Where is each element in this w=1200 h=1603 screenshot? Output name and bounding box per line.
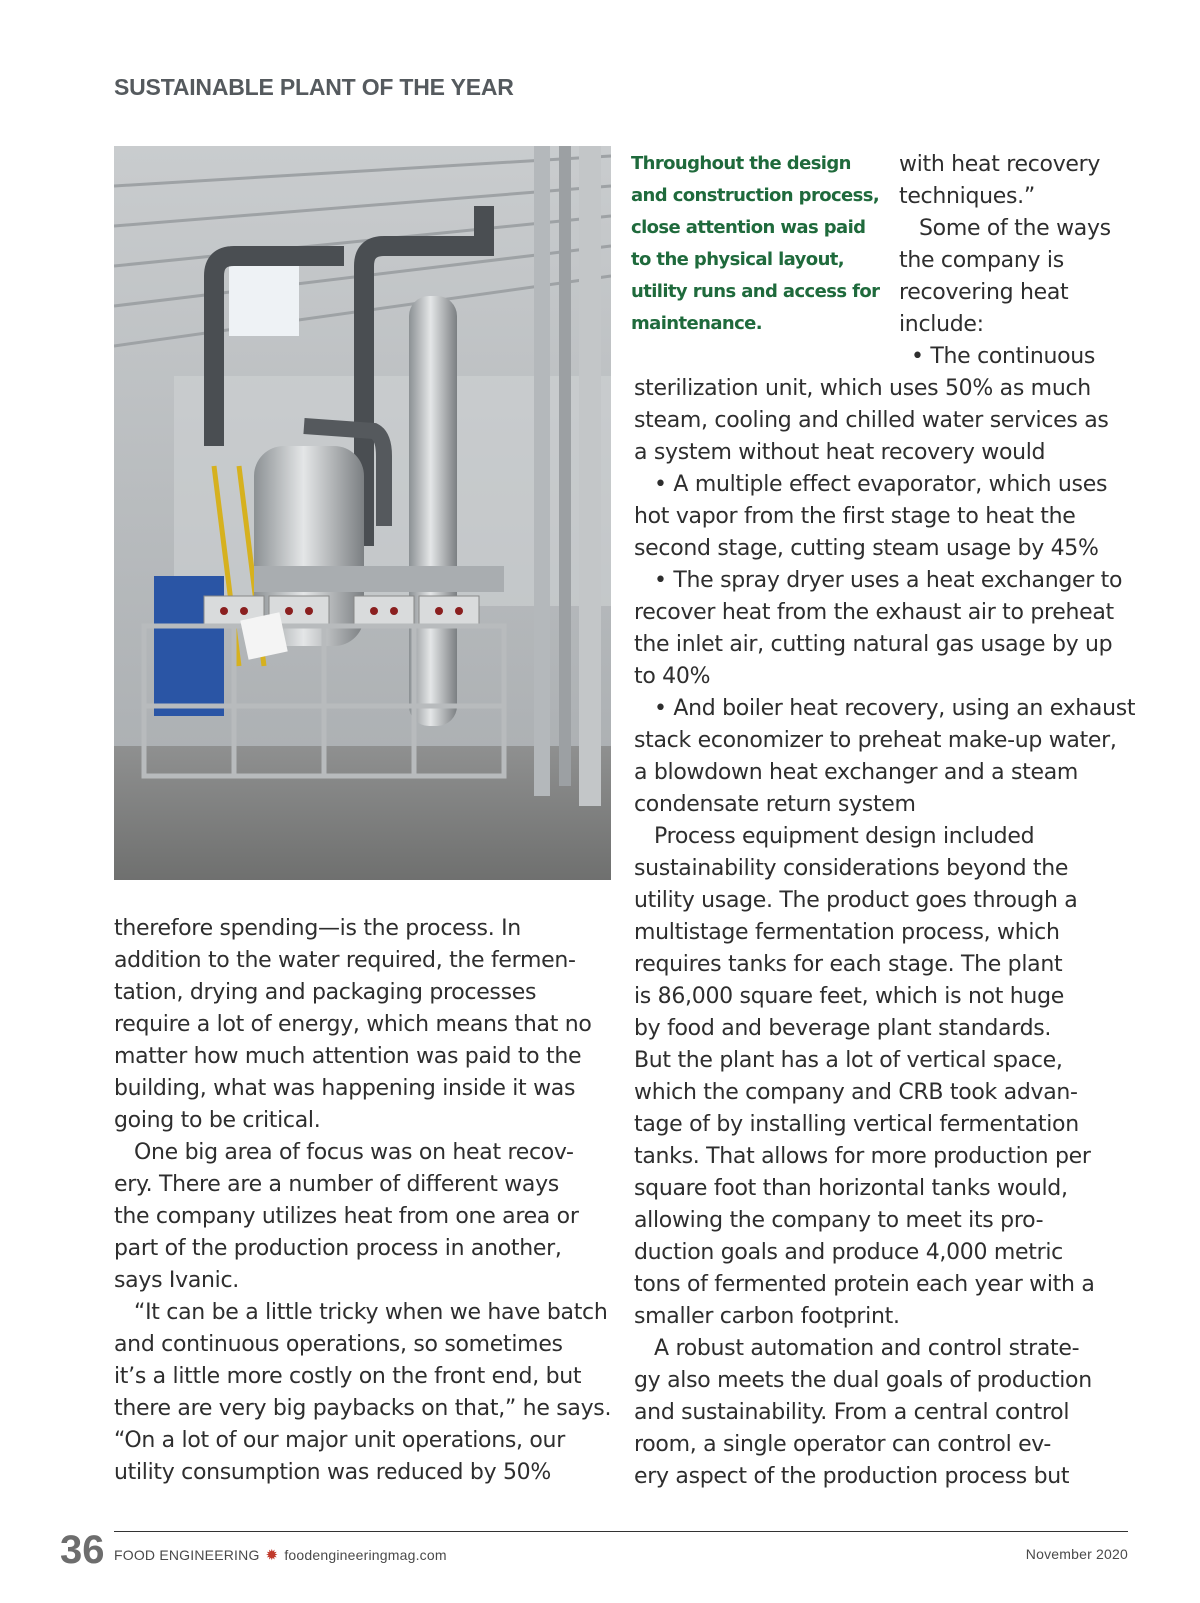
plant-equipment-photo [114,146,611,880]
text-line: room, a single operator can control ev- [634,1432,1052,1457]
text-line: condensate return system [634,792,916,817]
text-line: second stage, cutting steam usage by 45% [634,536,1099,561]
text-line: require a lot of energy, which means that no [114,1012,592,1037]
text-line: tanks. That allows for more production per [634,1144,1091,1169]
pull-quote-line: and construction process, [631,185,880,206]
text-line: sustainability considerations beyond the [634,856,1069,881]
pull-quote [631,148,880,340]
text-line: duction goals and produce 4,000 metric [634,1240,1063,1265]
text-line: going to be critical. [114,1108,321,1133]
text-line: tage of by installing vertical fermentation [634,1112,1079,1137]
text-line: the company is [899,248,1064,273]
text-line: utility consumption was reduced by 50% [114,1460,551,1485]
text-line: “On a lot of our major unit operations, our [114,1428,565,1453]
text-line: recover heat from the exhaust air to preheat [634,600,1114,625]
text-line: • A multiple effect evaporator, which uses [654,472,1108,497]
text-line: it’s a little more costly on the front end, but [114,1364,582,1389]
text-line: building, what was happening inside it was [114,1076,576,1101]
left-column [114,913,614,1489]
issue-date: November 2020 [1025,1546,1128,1562]
text-line: a system without heat recovery would [634,440,1046,465]
pull-quote-line: close attention was paid [631,217,866,238]
text-line: ery. There are a number of different ways [114,1172,559,1197]
text-line: part of the production process in another, [114,1236,562,1261]
website-link[interactable]: foodengineeringmag.com [284,1547,447,1563]
text-line: Process equipment design included [654,824,1035,849]
text-line: tation, drying and packaging processes [114,980,537,1005]
right-column [634,341,1134,1493]
text-line: tons of fermented protein each year with a [634,1272,1095,1297]
text-line: utility usage. The product goes through a [634,888,1078,913]
text-line: recovering heat [899,280,1069,305]
text-line: there are very big paybacks on that,” he says. [114,1396,612,1421]
text-line: gy also meets the dual goals of production [634,1368,1092,1393]
page-footer [0,1528,1200,1588]
pull-quote-line: utility runs and access for [631,281,880,302]
text-line: square foot than horizontal tanks would, [634,1176,1068,1201]
snowflake-icon: ✹ [265,1547,279,1564]
text-line: allowing the company to meet its pro- [634,1208,1044,1233]
text-line: smaller carbon footprint. [634,1304,900,1329]
text-line: requires tanks for each stage. The plant [634,952,1063,977]
page-number: 36 [60,1528,105,1572]
text-line: and sustainability. From a central control [634,1400,1070,1425]
pull-quote-line: Throughout the design [631,153,851,174]
text-line: techniques.” [899,184,1035,209]
text-line: stack economizer to preheat make-up water, [634,728,1117,753]
pull-quote-line: to the physical layout, [631,249,845,270]
text-line: the inlet air, cutting natural gas usage by up [634,632,1113,657]
text-line: multistage fermentation process, which [634,920,1060,945]
text-line: to 40% [634,664,711,689]
text-line: • The spray dryer uses a heat exchanger to [654,568,1123,593]
text-line: says Ivanic. [114,1268,239,1293]
text-line: sterilization unit, which uses 50% as much [634,376,1091,401]
publication-line [114,1546,447,1564]
text-line: steam, cooling and chilled water services as [634,408,1109,433]
narrow-column [899,149,1139,341]
pull-quote-line: maintenance. [631,313,762,334]
text-line: But the plant has a lot of vertical space, [634,1048,1063,1073]
text-line: • The continuous [911,344,1096,369]
text-line: One big area of focus was on heat recov- [134,1140,574,1165]
section-title: SUSTAINABLE PLANT OF THE YEAR [114,74,514,100]
text-line: Some of the ways [919,216,1111,241]
text-line: A robust automation and control strate- [654,1336,1080,1361]
text-line: with heat recovery [899,152,1101,177]
text-line: • And boiler heat recovery, using an exhaust [654,696,1136,721]
text-line: a blowdown heat exchanger and a steam [634,760,1079,785]
text-line: is 86,000 square feet, which is not huge [634,984,1064,1009]
text-line: hot vapor from the first stage to heat the [634,504,1076,529]
text-line: “It can be a little tricky when we have batch [134,1300,608,1325]
text-line: include: [899,312,984,337]
text-line: ery aspect of the production process but [634,1464,1070,1489]
text-line: matter how much attention was paid to the [114,1044,582,1069]
text-line: therefore spending—is the process. In [114,916,521,941]
publication-name: FOOD ENGINEERING [114,1547,260,1563]
text-line: the company utilizes heat from one area or [114,1204,579,1229]
text-line: and continuous operations, so sometimes [114,1332,563,1357]
text-line: by food and beverage plant standards. [634,1016,1052,1041]
text-line: addition to the water required, the fermen- [114,948,576,973]
text-line: which the company and CRB took advan- [634,1080,1078,1105]
